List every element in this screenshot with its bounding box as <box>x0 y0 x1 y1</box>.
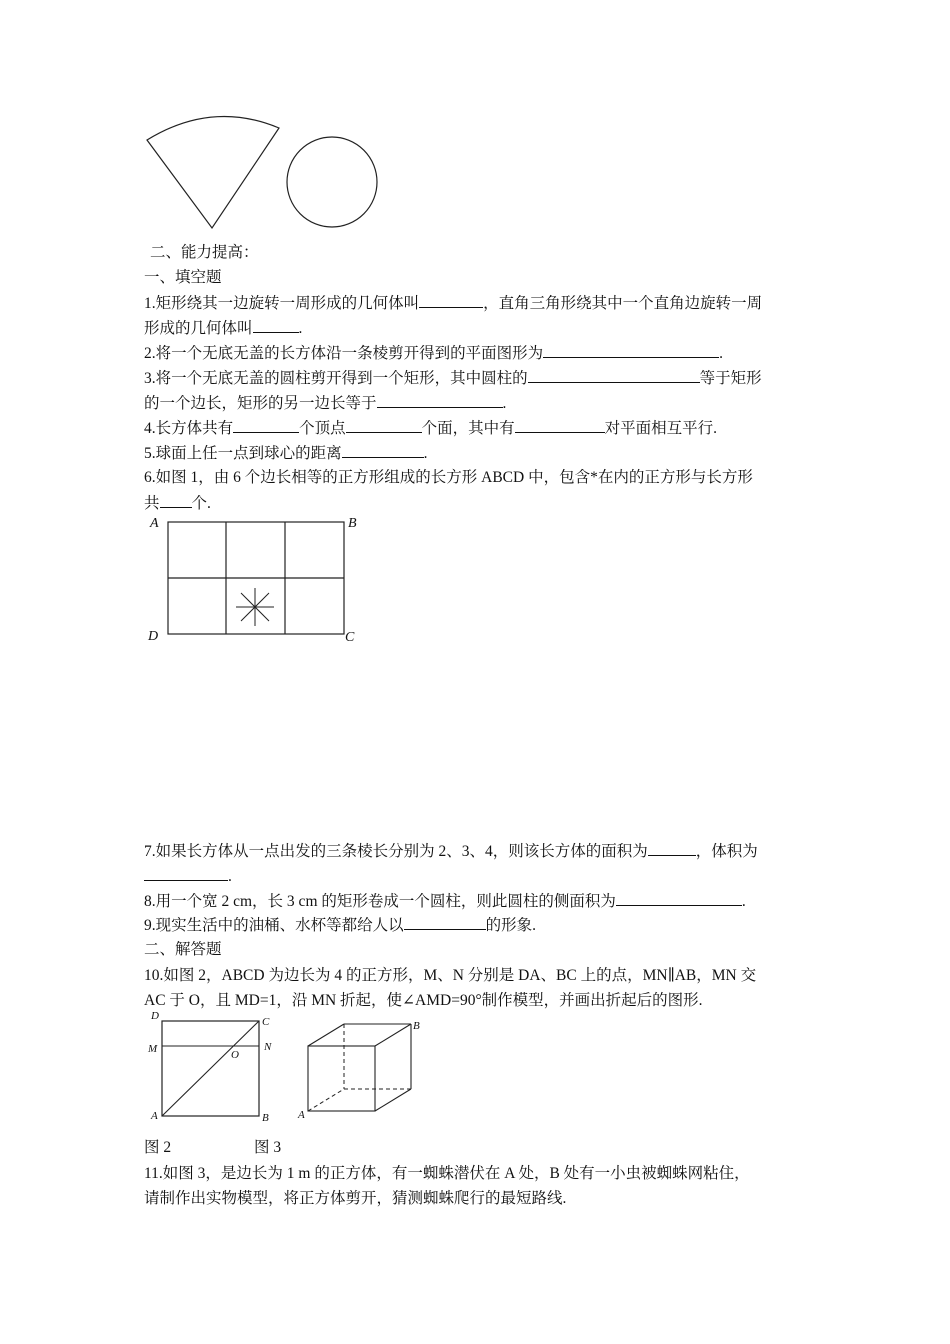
question-7-line-1: 7.如果长方体从一点出发的三条棱长分别为 2、3、4，则该长方体的面积为 ，体积为 <box>144 843 758 860</box>
question-7-line-2: . <box>144 866 232 887</box>
label-C: C <box>345 630 355 645</box>
question-8: 8.用一个宽 2 cm，长 3 cm 的矩形卷成一个圆柱，则此圆柱的侧面积为 . <box>144 893 746 910</box>
label-M: M <box>148 1043 158 1055</box>
fill-blank-heading: 一、填空题 <box>144 269 222 286</box>
question-3-line-2: 的一个边长，矩形的另一边长等于 . <box>144 395 507 412</box>
label-B: B <box>348 516 357 531</box>
question-11-line-2: 请制作出实物模型，将正方体剪开，猜测蜘蛛爬行的最短路线. <box>144 1190 567 1207</box>
question-9: 9.现实生活中的油桶、水杯等都给人以 的形象. <box>144 917 537 934</box>
question-11-line-1: 11.如图 3，是边长为 1 m 的正方体，有一蜘蛛潜伏在 A 处，B 处有一小虫被蜘蛛网粘住， <box>144 1165 750 1182</box>
label-B: B <box>413 1020 420 1032</box>
label-O: O <box>231 1049 239 1061</box>
question-3-line-1: 3.将一个无底无盖的圆柱剪开得到一个矩形，其中圆柱的 等于矩形 <box>144 370 762 387</box>
question-6-line-2: 共 个. <box>144 495 211 512</box>
label-D: D <box>151 1010 159 1022</box>
label-A: A <box>151 1110 158 1122</box>
answer-heading: 二、解答题 <box>144 941 222 958</box>
label-A: A <box>150 516 159 531</box>
question-10-line-2: AC 于 O，且 MD=1，沿 MN 折起，使∠AMD=90°制作模型，并画出折起后的图形. <box>144 992 703 1009</box>
question-6-line-1: 6.如图 1，由 6 个边长相等的正方形组成的长方形 ABCD 中，包含*在内的正方形与长方形 <box>144 469 753 486</box>
label-A: A <box>298 1109 305 1121</box>
question-10-line-1: 10.如图 2，ABCD 为边长为 4 的正方形，M、N 分别是 DA、BC 上的点，MN∥AB，MN 交 <box>144 967 757 984</box>
question-4: 4.长方体共有 个顶点 个面，其中有 对平面相互平行. <box>144 420 718 437</box>
diagonal-AC <box>162 1021 259 1116</box>
question-1-line-1: 1.矩形绕其一边旋转一周形成的几何体叫 ，直角三角形绕其中一个直角边旋转一周 <box>144 295 763 312</box>
section-title: 二、能力提高： <box>150 244 259 261</box>
figure-3-caption: 图 3 <box>254 1139 282 1156</box>
question-5: 5.球面上任一点到球心的距离 . <box>144 445 428 462</box>
label-N: N <box>264 1041 272 1053</box>
label-B: B <box>262 1112 269 1124</box>
label-D: D <box>148 629 159 644</box>
question-1-line-2: 形成的几何体叫 . <box>144 320 303 337</box>
figure-2-caption: 图 2 <box>144 1139 172 1156</box>
label-C: C <box>262 1016 270 1028</box>
cube <box>308 1024 411 1111</box>
question-2: 2.将一个无底无盖的长方体沿一条棱剪开得到的平面图形为 . <box>144 345 724 362</box>
